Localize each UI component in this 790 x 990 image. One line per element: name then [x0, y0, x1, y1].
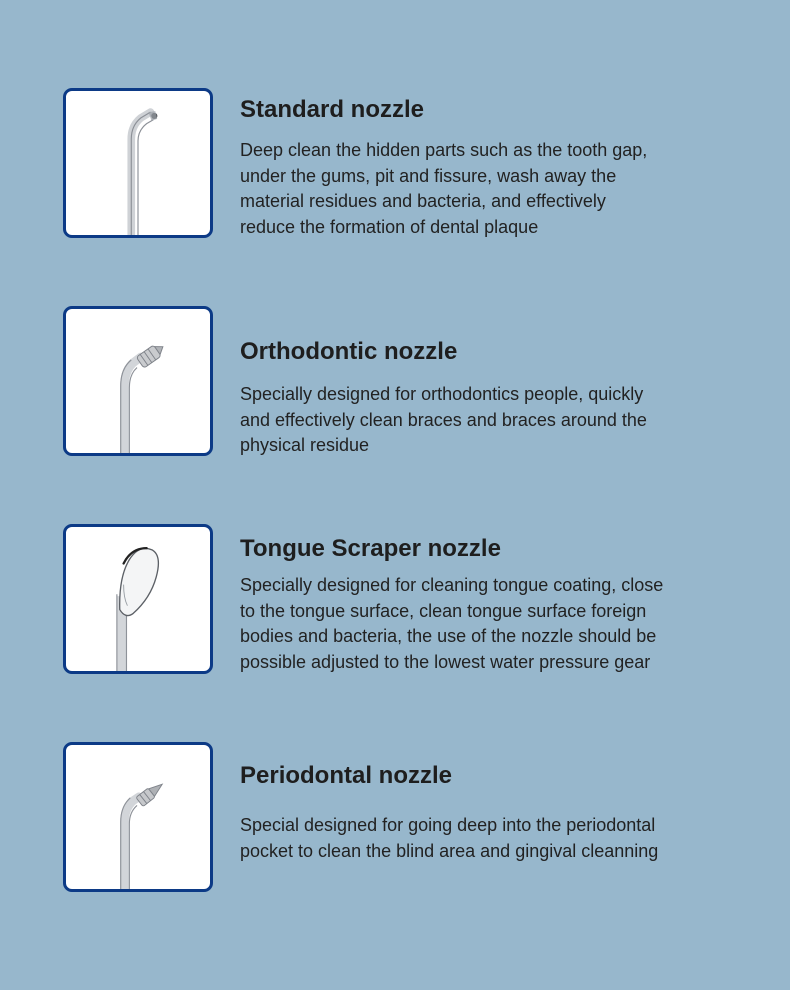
nozzle-item-tongue-scraper	[0, 524, 790, 684]
nozzle-description: Specially designed for orthodontics people, quickly and effectively clean braces and braces around the physical residue	[240, 384, 647, 455]
nozzle-title: Periodontal nozzle	[240, 762, 453, 789]
orthodontic-nozzle-icon	[63, 306, 213, 456]
nozzle-title: Tongue Scraper nozzle	[240, 535, 501, 562]
nozzle-title: Orthodontic nozzle	[240, 338, 458, 365]
nozzle-item-periodontal	[0, 742, 790, 902]
nozzle-item-standard	[0, 88, 790, 248]
nozzle-description: Deep clean the hidden parts such as the tooth gap, under the gums, pit and fissure, wash away the material residues and bacteria, and effectively reduce the formation of dental plaque	[240, 140, 648, 237]
tongue-scraper-nozzle-icon	[63, 524, 213, 674]
periodontal-nozzle-icon	[63, 742, 213, 892]
nozzle-item-orthodontic	[0, 306, 790, 466]
standard-nozzle-icon	[63, 88, 213, 238]
nozzle-title: Standard nozzle	[240, 96, 425, 123]
nozzle-description: Specially designed for cleaning tongue coating, close to the tongue surface, clean tongue surface foreign bodies and bacteria, the use of the nozzle should be possible adjusted to the lowest water pressure gear	[240, 575, 664, 672]
nozzle-description: Special designed for going deep into the periodontal pocket to clean the blind area and gingival cleanning	[240, 815, 659, 861]
